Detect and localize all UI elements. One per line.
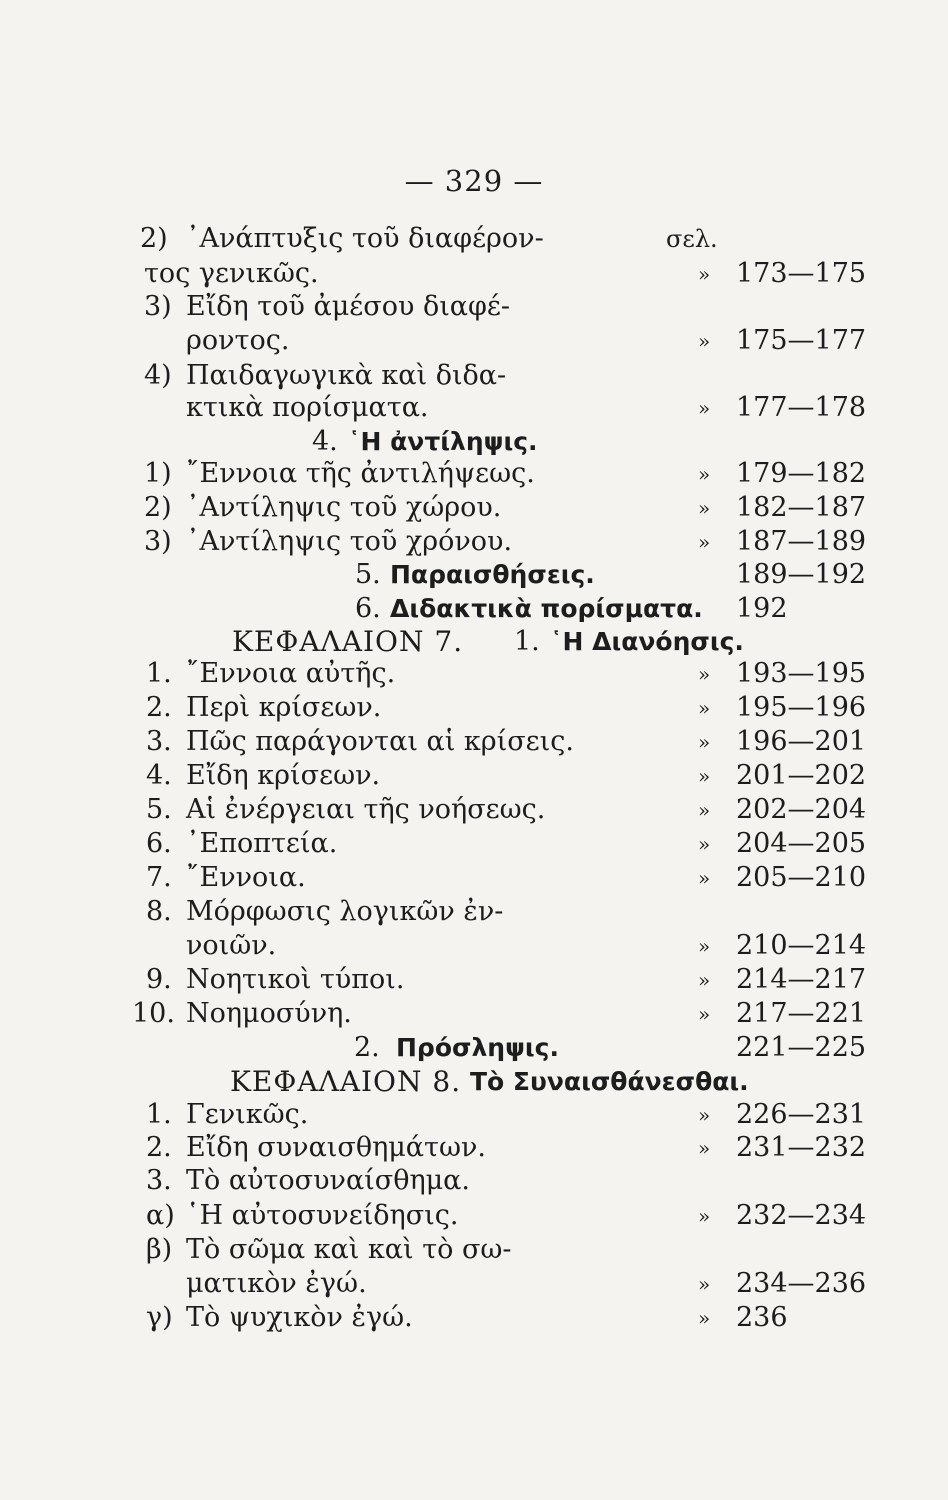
entry-pages: 226—231 bbox=[736, 1099, 867, 1130]
entry-pages: 195—196 bbox=[736, 692, 867, 723]
ditto-mark: » bbox=[698, 968, 711, 992]
entry-pages: 175—177 bbox=[736, 325, 867, 356]
entry-title: Αἱ ἐνέργειαι τῆς νοήσεως. bbox=[186, 794, 546, 825]
entry-title: Εἴδη τοῦ ἀμέσου διαφέ- bbox=[186, 291, 511, 322]
entry-title: Γενικῶς. bbox=[186, 1099, 309, 1130]
section-title: Παραισθήσεις. bbox=[390, 560, 595, 589]
entry-number: 7. bbox=[146, 862, 172, 893]
entry-pages: 231—232 bbox=[736, 1132, 867, 1163]
section-heading bbox=[0, 557, 948, 593]
entry-pages: 177—178 bbox=[736, 392, 867, 423]
toc-entry bbox=[0, 894, 948, 930]
entry-pages: 236 bbox=[736, 1302, 788, 1333]
entry-number: 3) bbox=[144, 526, 172, 557]
entry-pages: 214—217 bbox=[736, 964, 867, 995]
entry-title: ῎Εννοια τῆς ἀντιλήψεως. bbox=[186, 458, 535, 489]
entry-number: 1. bbox=[146, 658, 172, 689]
entry-number: 3. bbox=[146, 1165, 172, 1196]
entry-number: 1. bbox=[146, 1099, 172, 1130]
page-label: σελ. bbox=[666, 225, 718, 253]
ditto-mark: » bbox=[698, 832, 711, 856]
toc-entry bbox=[0, 1300, 948, 1336]
section-heading bbox=[0, 424, 948, 460]
entry-pages: 179—182 bbox=[736, 458, 867, 489]
ditto-mark: » bbox=[698, 462, 711, 486]
entry-pages: 196—201 bbox=[736, 726, 867, 757]
entry-title: Μόρφωσις λογικῶν ἐν- bbox=[186, 896, 504, 927]
entry-pages: 205—210 bbox=[736, 862, 867, 893]
entry-pages: 173—175 bbox=[736, 258, 867, 289]
toc-entry bbox=[0, 1130, 948, 1166]
entry-number: 2) bbox=[144, 492, 172, 523]
entry-number: 2) bbox=[140, 223, 168, 254]
entry-number: 6. bbox=[146, 828, 172, 859]
entry-title: Τὸ αὐτοσυναίσθημα. bbox=[186, 1165, 470, 1196]
ditto-mark: » bbox=[698, 1136, 711, 1160]
entry-pages: 232—234 bbox=[736, 1200, 867, 1231]
entry-title: Περὶ κρίσεων. bbox=[186, 692, 382, 723]
entry-pages: 193—195 bbox=[736, 658, 867, 689]
entry-title: ματικὸν ἐγώ. bbox=[186, 1268, 367, 1299]
entry-title: Εἴδη συναισθημάτων. bbox=[186, 1132, 486, 1163]
ditto-mark: » bbox=[698, 730, 711, 754]
entry-title: Τὸ σῶμα καὶ καὶ τὸ σω- bbox=[186, 1234, 512, 1265]
entry-number: 1) bbox=[144, 458, 172, 489]
entry-number: 4) bbox=[144, 360, 172, 391]
entry-title: κτικὰ πορίσματα. bbox=[186, 392, 429, 423]
entry-title: ᾿Ανάπτυξις τοῦ διαφέρον- bbox=[186, 223, 544, 254]
entry-pages: 187—189 bbox=[736, 526, 867, 557]
ditto-mark: » bbox=[698, 662, 711, 686]
toc-entry bbox=[0, 996, 948, 1032]
entry-number: γ) bbox=[146, 1302, 173, 1333]
toc-entry bbox=[0, 690, 948, 726]
entry-title: Εἴδη κρίσεων. bbox=[186, 760, 381, 791]
entry-title: Πῶς παράγονται αἱ κρίσεις. bbox=[186, 726, 574, 757]
ditto-mark: » bbox=[698, 764, 711, 788]
entry-pages: 210—214 bbox=[736, 930, 867, 961]
toc-entry bbox=[0, 221, 948, 257]
entry-number: 8. bbox=[146, 896, 172, 927]
toc-entry bbox=[0, 289, 948, 325]
entry-number: 5. bbox=[146, 794, 172, 825]
section-number: 6. bbox=[355, 593, 381, 624]
toc-entry bbox=[0, 1163, 948, 1199]
entry-pages: 182—187 bbox=[736, 492, 867, 523]
ditto-mark: » bbox=[698, 1002, 711, 1026]
entry-pages: 204—205 bbox=[736, 828, 867, 859]
section-title: Διδακτικὰ πορίσματα. bbox=[390, 594, 703, 623]
entry-title: ᾿Αντίληψις τοῦ χώρου. bbox=[186, 492, 502, 523]
toc-entry-continuation bbox=[0, 256, 948, 292]
entry-pages: 234—236 bbox=[736, 1268, 867, 1299]
ditto-mark: » bbox=[698, 1103, 711, 1127]
ditto-mark: » bbox=[698, 1272, 711, 1296]
entry-title: Νοημοσύνη. bbox=[186, 998, 352, 1029]
section-title: ῾Η ἀντίληψις. bbox=[348, 427, 538, 456]
entry-title: ροντος. bbox=[186, 325, 290, 356]
entry-title: Παιδαγωγικὰ καὶ διδα- bbox=[186, 360, 507, 391]
toc-entry bbox=[0, 490, 948, 526]
section-number: 4. bbox=[312, 426, 338, 457]
ditto-mark: » bbox=[698, 1306, 711, 1330]
entry-number: 2. bbox=[146, 692, 172, 723]
toc-entry-continuation bbox=[0, 390, 948, 426]
toc-entry bbox=[0, 1232, 948, 1268]
ditto-mark: » bbox=[698, 866, 711, 890]
entry-pages: 221—225 bbox=[736, 1032, 867, 1063]
ditto-mark: » bbox=[698, 798, 711, 822]
toc-entry bbox=[0, 758, 948, 794]
section-number: 5. bbox=[355, 559, 381, 590]
toc-entry bbox=[0, 792, 948, 828]
ditto-mark: » bbox=[698, 934, 711, 958]
entry-title: τος γενικῶς. bbox=[144, 258, 319, 289]
toc-entry bbox=[0, 962, 948, 998]
chapter-section-number: 1. bbox=[514, 626, 540, 657]
entry-pages: 217—221 bbox=[736, 998, 867, 1029]
entry-number: α) bbox=[146, 1200, 175, 1231]
ditto-mark: » bbox=[698, 530, 711, 554]
toc-entry-continuation bbox=[0, 323, 948, 359]
ditto-mark: » bbox=[698, 396, 711, 420]
entry-number: 2. bbox=[146, 1132, 172, 1163]
section-title: Πρόσληψις. bbox=[396, 1033, 559, 1062]
entry-title: νοιῶν. bbox=[186, 930, 277, 961]
ditto-mark: » bbox=[698, 696, 711, 720]
entry-title: ᾿Εποπτεία. bbox=[186, 828, 338, 859]
entry-title: ῾Η αὐτοσυνείδησις. bbox=[186, 1200, 459, 1231]
entry-title: ῎Εννοια. bbox=[186, 862, 306, 893]
toc-entry bbox=[0, 358, 948, 394]
ditto-mark: » bbox=[698, 496, 711, 520]
toc-entry bbox=[0, 860, 948, 896]
toc-entry bbox=[0, 826, 948, 862]
page-number: — 329 — bbox=[404, 164, 544, 198]
entry-title: ῎Εννοια αὐτῆς. bbox=[186, 658, 396, 689]
toc-entry bbox=[0, 1097, 948, 1133]
section-number: 2. bbox=[354, 1032, 380, 1063]
entry-number: 9. bbox=[146, 964, 172, 995]
toc-entry-continuation bbox=[0, 928, 948, 964]
ditto-mark: » bbox=[698, 329, 711, 353]
entry-number: 4. bbox=[146, 760, 172, 791]
entry-pages: 192 bbox=[736, 593, 788, 624]
entry-number: 3. bbox=[146, 726, 172, 757]
chapter-label: ΚΕΦΑΛΑΙΟΝ 7. bbox=[232, 625, 464, 658]
section-heading bbox=[0, 591, 948, 627]
entry-number: β) bbox=[146, 1234, 173, 1265]
chapter-heading bbox=[0, 624, 948, 660]
chapter-heading bbox=[0, 1064, 948, 1100]
entry-number: 3) bbox=[144, 291, 172, 322]
toc-entry bbox=[0, 656, 948, 692]
entry-title: Τὸ ψυχικὸν ἐγώ. bbox=[186, 1302, 413, 1333]
toc-entry bbox=[0, 456, 948, 492]
chapter-title: Τὸ Συναισθάνεσθαι. bbox=[470, 1067, 749, 1096]
entry-pages: 201—202 bbox=[736, 760, 867, 791]
toc-entry-continuation bbox=[0, 1266, 948, 1302]
entry-pages: 202—204 bbox=[736, 794, 867, 825]
chapter-section-title: ῾Η Διανόησις. bbox=[550, 627, 744, 656]
toc-entry bbox=[0, 724, 948, 760]
toc-entry bbox=[0, 1198, 948, 1234]
entry-title: ᾿Αντίληψις τοῦ χρόνου. bbox=[186, 526, 513, 557]
section-heading bbox=[0, 1030, 948, 1066]
chapter-label: ΚΕΦΑΛΑΙΟΝ 8. bbox=[230, 1065, 462, 1098]
toc-entry bbox=[0, 524, 948, 560]
entry-title: Νοητικοὶ τύποι. bbox=[186, 964, 405, 995]
entry-number: 10. bbox=[132, 998, 175, 1029]
ditto-mark: » bbox=[698, 1204, 711, 1228]
ditto-mark: » bbox=[698, 262, 711, 286]
entry-pages: 189—192 bbox=[736, 559, 867, 590]
